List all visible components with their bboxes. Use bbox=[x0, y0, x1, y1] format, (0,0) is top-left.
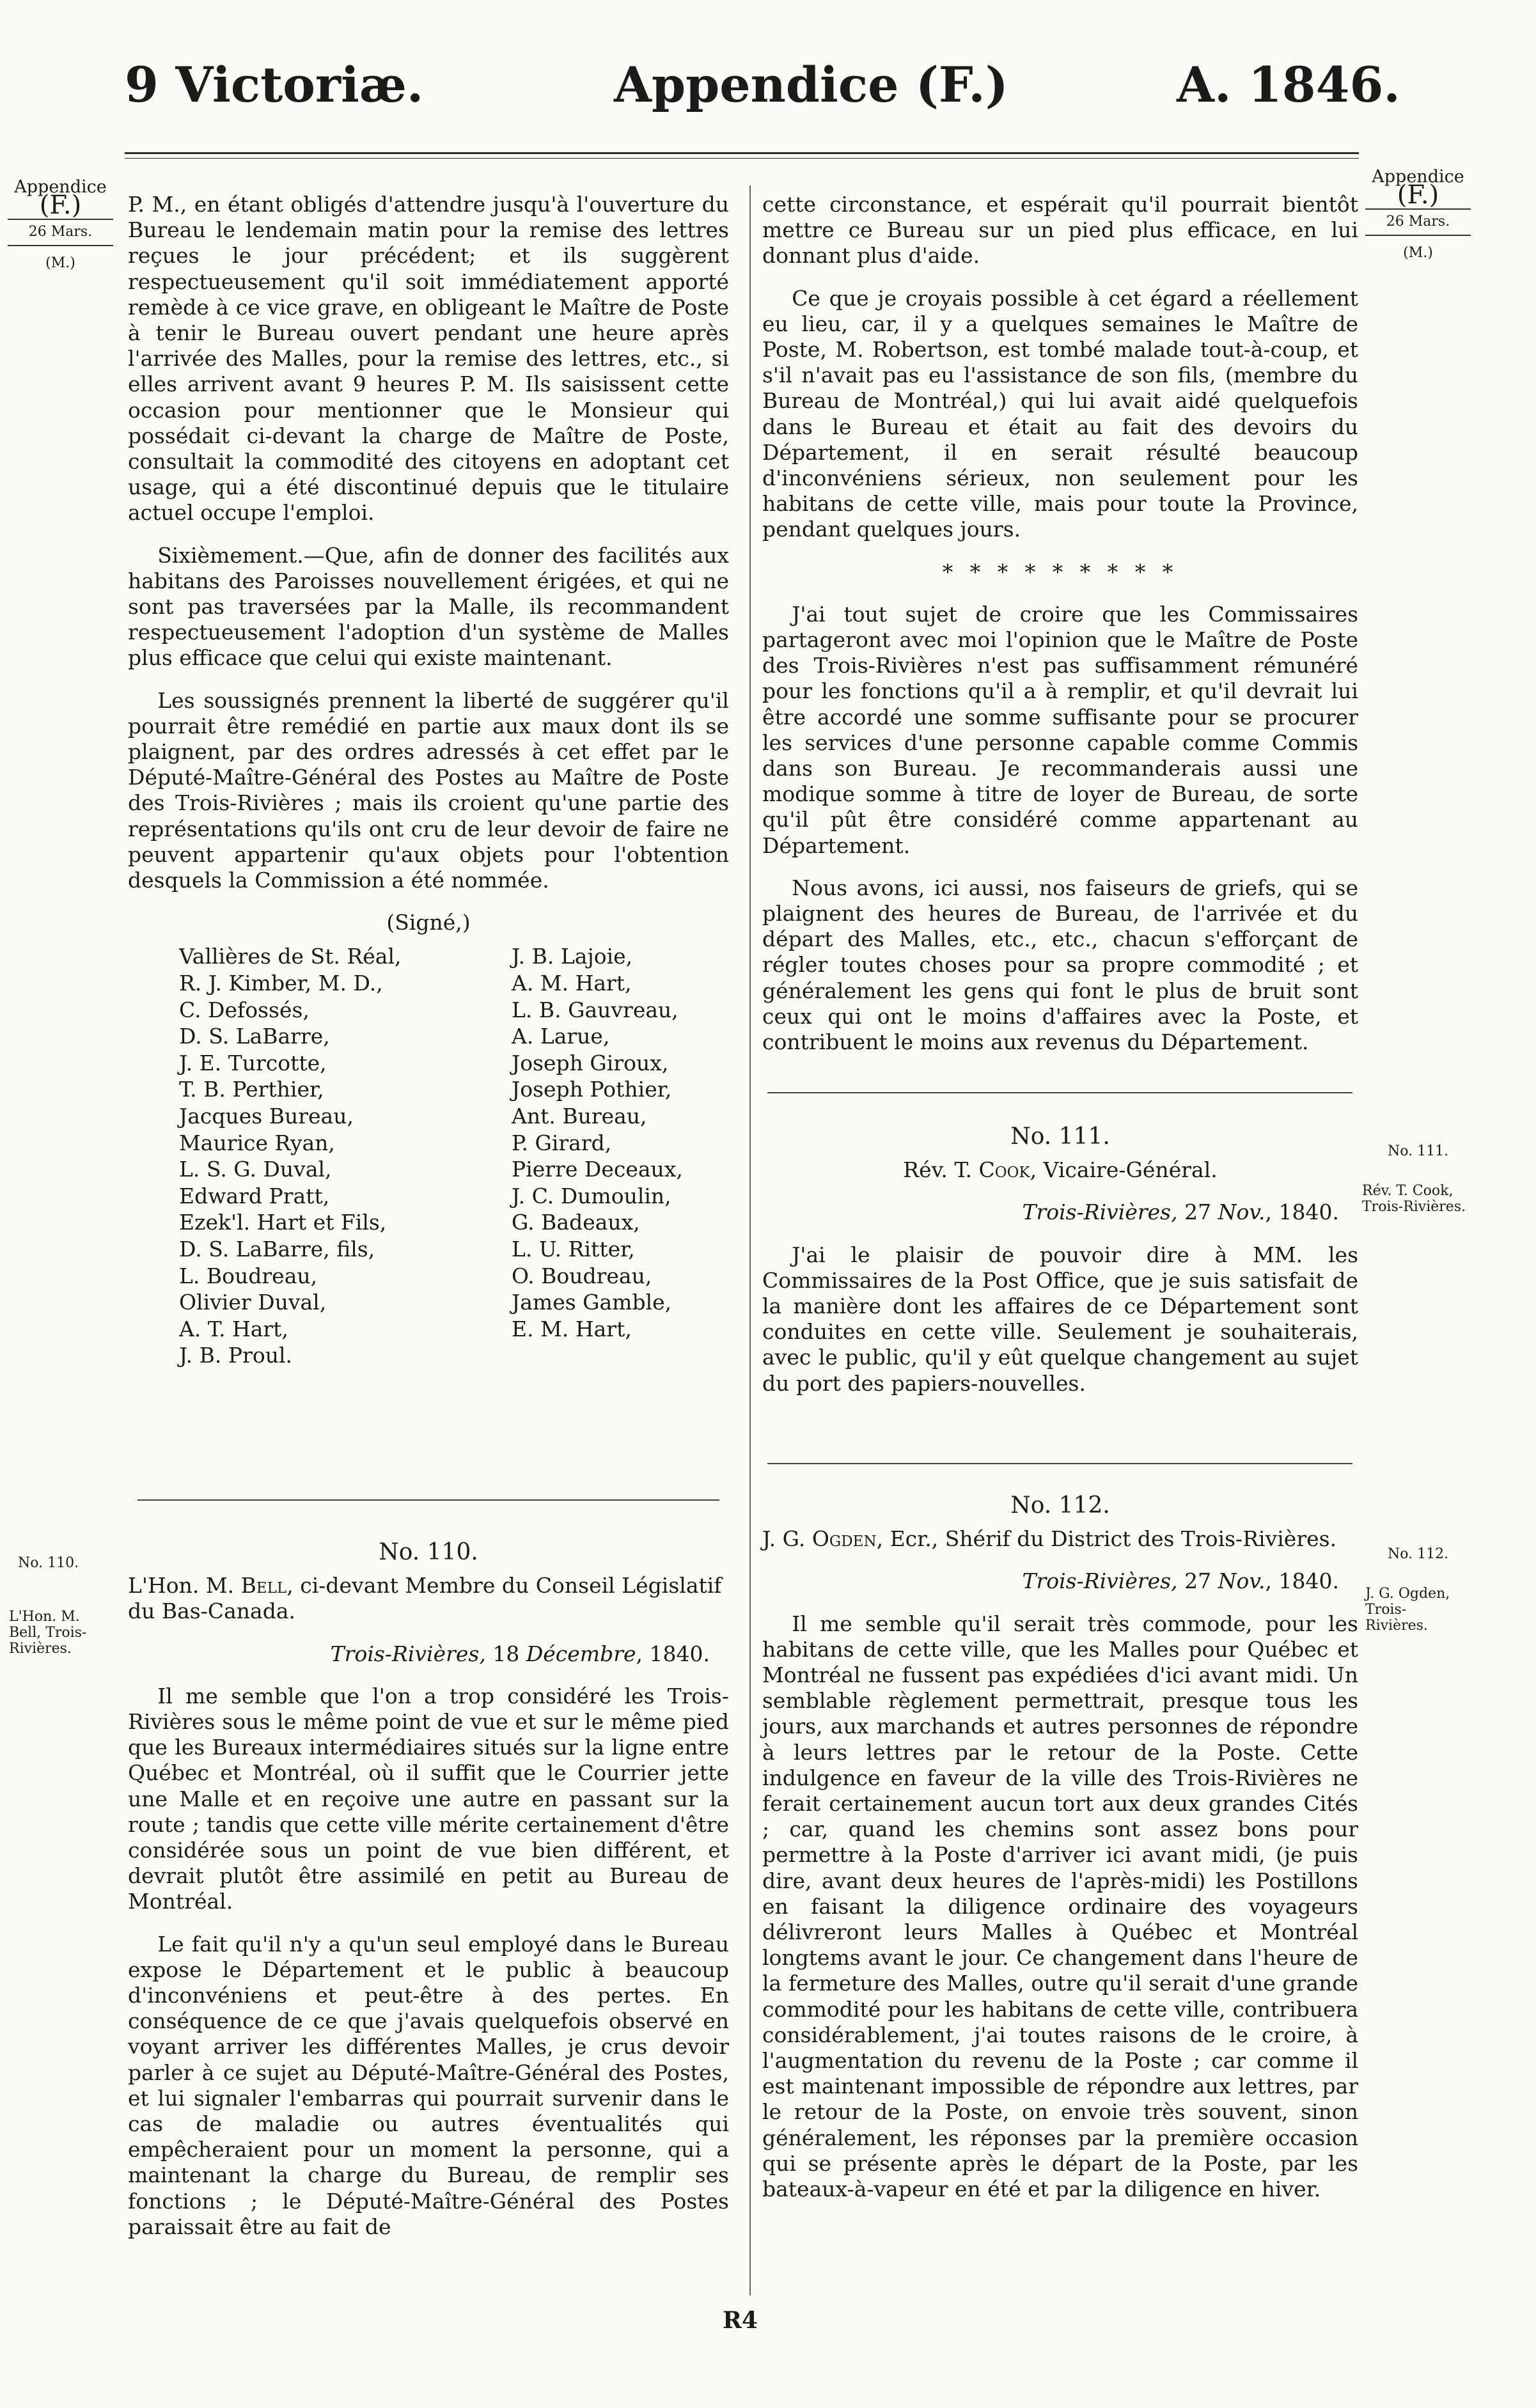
ellipsis-stars: * * * * * * * * * bbox=[942, 559, 1179, 584]
section-number-110: No. 110. bbox=[379, 1539, 478, 1565]
header-rule-thin bbox=[125, 158, 1359, 159]
correspondent-110: L'Hon. M. Bell, ci-devant Membre du Conseil Législatif du Bas-Canada. bbox=[128, 1573, 722, 1624]
section-no-112 bbox=[762, 1487, 1358, 2219]
signatory: Ant. Bureau, bbox=[512, 1104, 647, 1129]
signatory: Jacques Bureau, bbox=[179, 1104, 354, 1129]
signed-label: (Signé,) bbox=[386, 910, 471, 935]
margin-right-appendice: Appendice (F.) 26 Mars. (M.) bbox=[1365, 168, 1471, 262]
section-rule-111 bbox=[767, 1092, 1352, 1093]
left-paragraph-3: Les soussignés prennent la liberté de suggérer qu'il pourrait être remédié en partie aux maux dont ils se plaignent, par des ordres adressés à cet effet par le Député-Maître-Général des Postes au Maître de Poste des Trois-Rivières ; mais ils croient qu'une partie des représentations qu'ils ont cru de leur devoir de faire ne peuvent appartenir qu'aux objets pour l'obtention desquels la Commission a été nommée. bbox=[128, 687, 729, 893]
right-paragraph-3: J'ai tout sujet de croire que les Commissaires partageront avec moi l'opinion que le Maître de Poste des Trois-Rivières n'est pas suffisamment rémunéré pour les fonctions qu'il a à remplir, et qu'il devrait lui être accordé une somme suffisante pour se procurer les services d'une personne capable comme Commis dans son Bureau. Je recommanderais aussi une modique somme à titre de loyer de Bureau, de sorte qu'il pût être considéré comme appartenant au Département. bbox=[762, 601, 1358, 858]
correspondent-111: Rév. T. Cook, Vicaire-Général. bbox=[903, 1157, 1218, 1183]
section-rule-110 bbox=[137, 1499, 719, 1501]
signatory: L. U. Ritter, bbox=[512, 1237, 635, 1262]
letter-110-paragraph-1: Il me semble que l'on a trop considéré les Trois-Rivières sous le même point de vue et sur le même pied que les Bureaux intermédiaires situés sur la ligne entre Québec et Montréal, où il suffit que le Courrier jette une Malle et en reçoive une autre en passant sur la route ; tandis que cette ville mérite certainement d'être considérée sous un point de vue bien différent, et devrait plutôt être assimilé en petit au Bureau de Montréal. bbox=[128, 1683, 729, 1914]
signatory: G. Badeaux, bbox=[512, 1210, 640, 1235]
signatory: E. M. Hart, bbox=[512, 1316, 632, 1341]
header-year: A. 1846. bbox=[1177, 56, 1400, 113]
section-rule-112 bbox=[767, 1463, 1352, 1464]
signatory: A. Larue, bbox=[512, 1024, 610, 1049]
place-date-110: Trois-Rivières, 18 Décembre, 1840. bbox=[330, 1641, 710, 1666]
signatories bbox=[128, 943, 729, 1369]
signatory: Joseph Pothier, bbox=[512, 1077, 672, 1102]
left-paragraph-1: P. M., en étant obligés d'attendre jusqu'à l'ouverture du Bureau le lendemain matin pour la remise des lettres reçues le jour précédent; et ils suggèrent respectueusement qu'il soit immédiatement apporté remède à ce vice grave, en obligeant le Maître de Poste à tenir le Bureau ouvert pendant une heure après l'arrivée des Malles, pour la remise des lettres, etc., si elles arrivent avant 9 heures P. M. Ils saisissent cette occasion pour mentionner que le Monsieur qui possédait ci-devant la charge de Maître de Poste, consultait la commodité des citoyens en adoptant cet usage, qui a été discontinué depuis que le titulaire actuel occupe l'emploi. bbox=[128, 192, 729, 526]
section-no-111 bbox=[762, 1118, 1358, 1413]
signatory: J. E. Turcotte, bbox=[179, 1050, 327, 1075]
margin-note-110-number: No. 110. bbox=[18, 1555, 79, 1571]
column-divider bbox=[749, 185, 751, 2295]
margin-note-111-name: Rév. T. Cook, Trois-Rivières. bbox=[1362, 1183, 1466, 1215]
signatory: D. S. LaBarre, bbox=[179, 1024, 330, 1049]
margin-note-112-name: J. G. Ogden, Trois-Rivières. bbox=[1365, 1586, 1450, 1634]
signatory: Joseph Giroux, bbox=[512, 1050, 669, 1075]
signatory: R. J. Kimber, M. D., bbox=[179, 971, 383, 996]
correspondent-112: J. G. Ogden, Ecr., Shérif du District des Trois-Rivières. bbox=[762, 1526, 1337, 1552]
section-no-110 bbox=[128, 1533, 729, 2256]
left-column bbox=[128, 192, 729, 1369]
signatory: L. S. G. Duval, bbox=[179, 1157, 332, 1182]
place-date-111: Trois-Rivières, 27 Nov., 1840. bbox=[1022, 1200, 1339, 1225]
signatories-column-a bbox=[128, 943, 512, 1369]
left-paragraph-2: Sixièmement.—Que, afin de donner des facilités aux habitans des Paroisses nouvellement érigées, et qui ne sont pas traversées par la Malle, ils recommandent respectueusement l'adoption d'un système de Malles plus efficace que celui qui existe maintenant. bbox=[128, 542, 729, 671]
signatory: Edward Pratt, bbox=[179, 1183, 330, 1208]
section-number-112: No. 112. bbox=[1010, 1492, 1110, 1519]
printer-signature: R4 bbox=[723, 2307, 758, 2334]
signatory: J. B. Proul. bbox=[179, 1343, 293, 1368]
signatory: C. Defossés, bbox=[179, 997, 310, 1022]
header-rule bbox=[125, 152, 1359, 154]
signatory: T. B. Perthier, bbox=[179, 1077, 324, 1102]
header-session: 9 Victoriæ. bbox=[125, 56, 424, 113]
right-paragraph-2: Ce que je croyais possible à cet égard a réellement eu lieu, car, il y a quelques semaines le Maître de Poste, M. Robertson, est tombé malade tout-à-coup, et s'il n'avait pas eu l'assistance de son fils, (membre du Bureau de Montréal,) qui lui avait aidé quelquefois dans le Bureau et était au fait des devoirs du Département, il en serait résulté beaucoup d'inconvéniens sérieux, non seulement pour les habitans de cette ville, mais pour toute la Province, pendant quelques jours. bbox=[762, 285, 1358, 542]
signatory: Vallières de St. Réal, bbox=[179, 944, 402, 969]
signatory: L. Boudreau, bbox=[179, 1263, 318, 1288]
right-paragraph-4: Nous avons, ici aussi, nos faiseurs de griefs, qui se plaignent des heures de Bureau, de l'arrivée et du départ des Malles, etc., etc., chacun s'efforçant de régler toutes choses pour sa propre commodité ; et généralement les gens qui font le plus de bruit sont ceux qui ont le moins d'affaires avec la Poste, et contribuent le moins aux revenus du Département. bbox=[762, 875, 1358, 1055]
section-number-111: No. 111. bbox=[1010, 1123, 1110, 1150]
signatory: Ezek'l. Hart et Fils, bbox=[179, 1210, 387, 1235]
signatory: D. S. LaBarre, fils, bbox=[179, 1237, 375, 1262]
signatory: J. B. Lajoie, bbox=[512, 944, 633, 969]
signatory: Pierre Deceaux, bbox=[512, 1157, 683, 1182]
right-column bbox=[762, 192, 1358, 1072]
signatories-column-b bbox=[512, 943, 683, 1369]
signatory: P. Girard, bbox=[512, 1130, 612, 1155]
right-paragraph-1: cette circonstance, et espérait qu'il pourrait bientôt mettre ce Bureau sur un pied plus efficace, en lui donnant plus d'aide. bbox=[762, 192, 1358, 269]
margin-left-appendice: Appendice (F.) 26 Mars. (M.) bbox=[8, 178, 113, 272]
margin-note-111-number: No. 111. bbox=[1388, 1143, 1449, 1159]
signatory: Olivier Duval, bbox=[179, 1290, 327, 1315]
signatory: O. Boudreau, bbox=[512, 1263, 652, 1288]
signatory: A. T. Hart, bbox=[179, 1316, 288, 1341]
letter-112-paragraph-1: Il me semble qu'il serait très commode, pour les habitans de cette ville, que les Malles pour Québec et Montréal ne fussent pas expédiées d'ici avant midi. Un semblable règlement permettrait, presque tous les jours, aux marchands et autres personnes de répondre à leurs lettres par le retour de la Poste. Cette indulgence en faveur de la ville des Trois-Rivières ne ferait certainement aucun tort aux deux grandes Cités ; car, quand les chemins sont assez bons pour permettre à la Poste d'arriver ici avant midi, (je puis dire, avant deux heures de l'après-midi) les Postillons en faisant la diligence ordinaire des voyageurs délivreront leurs Malles à Québec et Montréal longtems avant le jour. Ce changement dans l'heure de la fermeture des Malles, outre qu'il serait d'une grande commodité pour les habitans de cette ville, contribuera considérablement, j'ai toutes raisons de le croire, à l'augmentation du revenu de la Poste ; car comme il est maintenant impossible de répondre aux lettres, par le retour de la Poste, on envoie très souvent, sinon généralement, les réponses par la première occasion qui se présente après le départ de la Poste, par les bateaux-à-vapeur en été et par la diligence en hiver. bbox=[762, 1611, 1358, 2202]
signatory: J. C. Dumoulin, bbox=[512, 1183, 671, 1208]
signatory: A. M. Hart, bbox=[512, 971, 632, 996]
signatory: James Gamble, bbox=[512, 1290, 672, 1315]
letter-111-paragraph-1: J'ai le plaisir de pouvoir dire à MM. les Commissaires de la Post Office, que je suis satisfait de la manière dont les affaires de ce Département sont conduites en cette ville. Seulement je souhaiterais, avec le public, qu'il y eût quelque changement au sujet du port des papiers-nouvelles. bbox=[762, 1242, 1358, 1396]
place-date-112: Trois-Rivières, 27 Nov., 1840. bbox=[1022, 1568, 1339, 1594]
signatory: L. B. Gauvreau, bbox=[512, 997, 678, 1022]
margin-note-112-number: No. 112. bbox=[1388, 1546, 1449, 1562]
letter-110-paragraph-2: Le fait qu'il n'y a qu'un seul employé dans le Bureau expose le Département et le public à beaucoup d'inconvéniens et peut-être à des pertes. En conséquence de ce que j'avais quelquefois observé en voyant arriver les différentes Malles, je crus devoir parler à ce sujet au Député-Maître-Général des Postes, et lui signaler l'embarras qui pourrait survenir dans le cas de maladie ou autres éventualités qui empêcheraient pour un moment la personne, qui a maintenant la charge du Bureau, de remplir ses fonctions ; le Député-Maître-Général des Postes paraissait être au fait de bbox=[128, 1931, 729, 2239]
signatory: Maurice Ryan, bbox=[179, 1130, 335, 1155]
margin-note-110-name: L'Hon. M. Bell, Trois-Rivières. bbox=[9, 1609, 87, 1657]
header-title: Appendice (F.) bbox=[614, 56, 1008, 113]
